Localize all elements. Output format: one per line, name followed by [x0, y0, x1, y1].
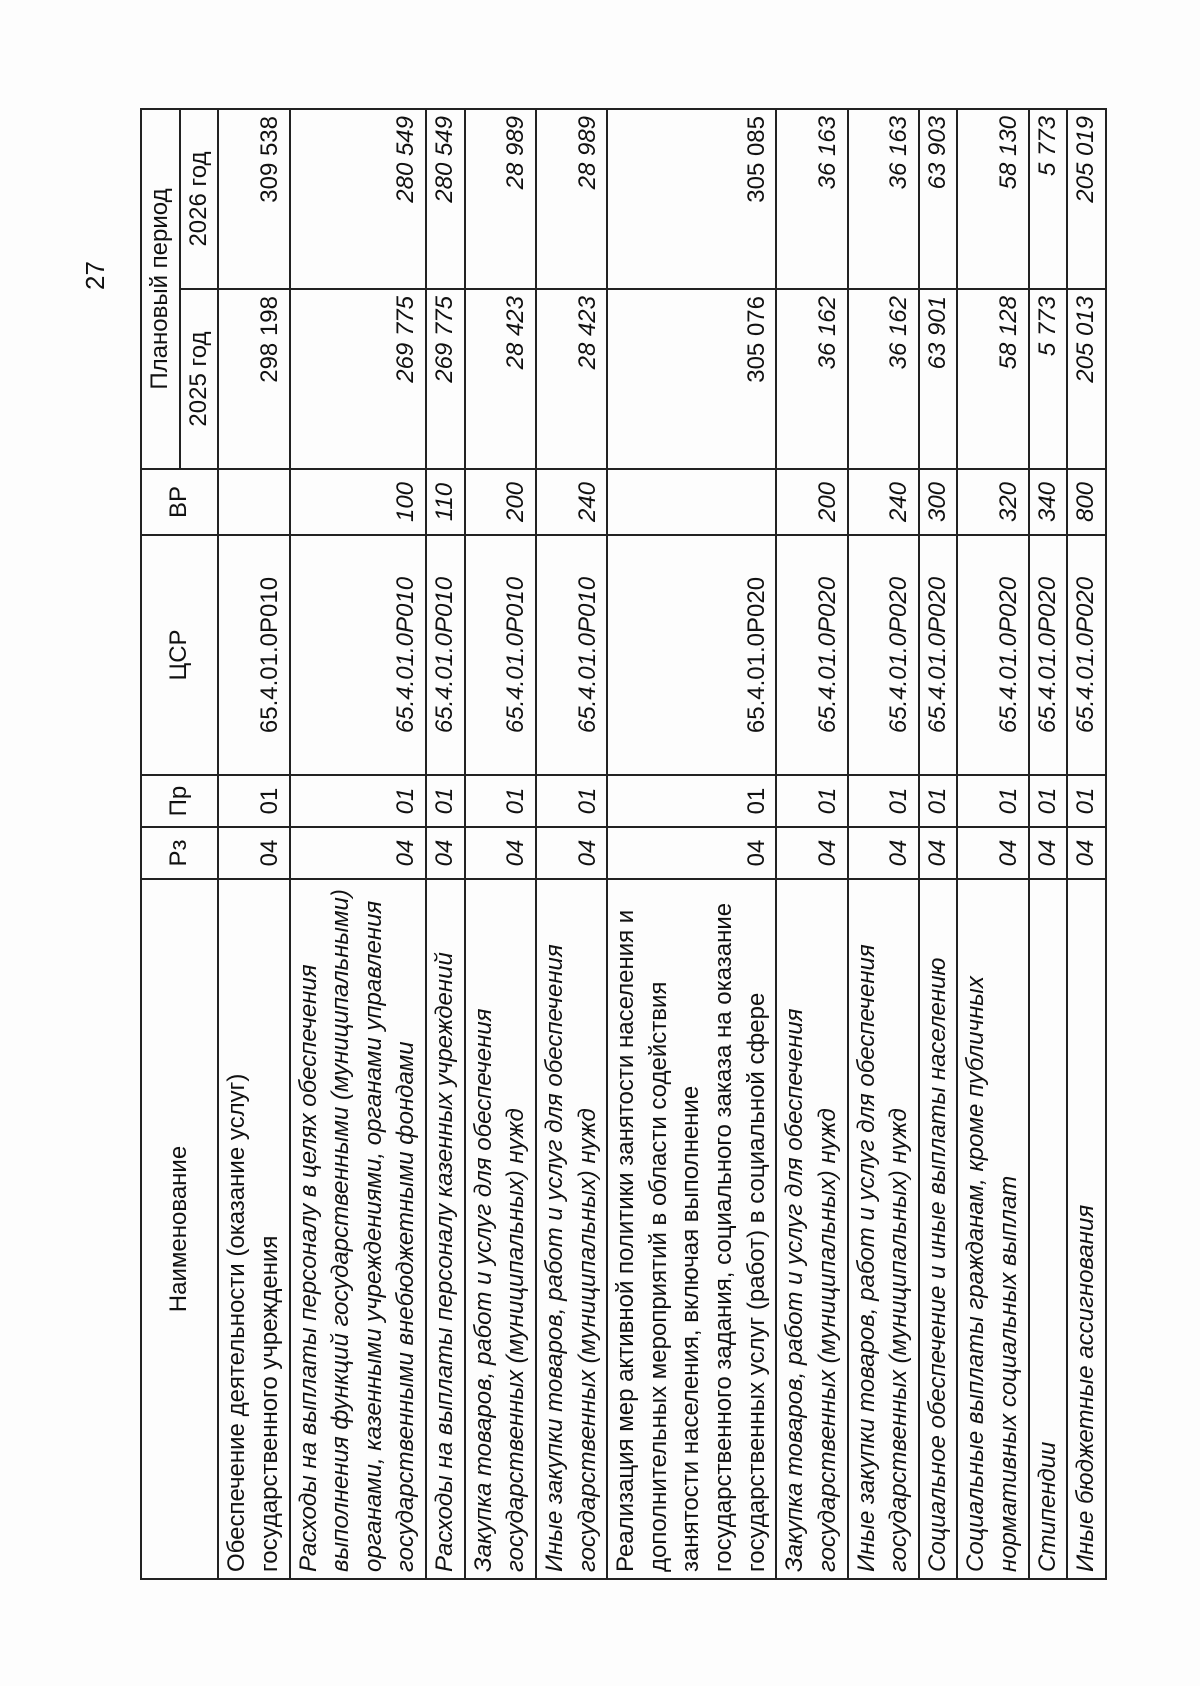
- row-value-2026: 28 989: [536, 109, 607, 289]
- header-year-2025: 2025 год: [180, 289, 219, 469]
- row-value-2026: 36 163: [776, 109, 847, 289]
- table-row: [290, 109, 427, 1579]
- table-row: [465, 109, 536, 1579]
- row-pr: 01: [776, 775, 847, 827]
- table-row: [848, 109, 919, 1579]
- row-pr: 01: [426, 775, 465, 827]
- page-number: [80, 250, 120, 330]
- table-row: [919, 109, 958, 1579]
- header-csr: ЦСР: [141, 535, 218, 775]
- row-name: Реализация мер активной политики занятости населения и дополнительных мероприятий в области содействия занятости населения, включая выполнение государственного задания, социального заказа на оказание государственных услуг (работ) в социальной сфере: [607, 879, 776, 1579]
- row-csr: 65.4.01.0Р020: [957, 535, 1028, 775]
- table-row: [1029, 109, 1068, 1579]
- row-value-2025: 269 775: [290, 289, 427, 469]
- row-vr: [218, 469, 289, 535]
- row-rz: 04: [607, 827, 776, 879]
- row-rz: 04: [1067, 827, 1106, 879]
- row-pr: 01: [957, 775, 1028, 827]
- row-name: Расходы на выплаты персоналу казенных учреждений: [426, 879, 465, 1579]
- row-csr: 65.4.01.0Р010: [218, 535, 289, 775]
- row-csr: 65.4.01.0Р020: [776, 535, 847, 775]
- row-vr: 340: [1029, 469, 1068, 535]
- header-year-2026: 2026 год: [180, 109, 219, 289]
- row-rz: 04: [848, 827, 919, 879]
- table-body: [218, 109, 1106, 1579]
- header-planning-period: Плановый период: [141, 109, 180, 469]
- row-value-2026: 63 903: [919, 109, 958, 289]
- row-name: Социальные выплаты гражданам, кроме публичных нормативных социальных выплат: [957, 879, 1028, 1579]
- row-value-2026: 205 019: [1067, 109, 1106, 289]
- row-rz: 04: [465, 827, 536, 879]
- row-value-2025: 58 128: [957, 289, 1028, 469]
- row-value-2026: 309 538: [218, 109, 289, 289]
- row-name: Стипендии: [1029, 879, 1068, 1579]
- row-vr: 200: [776, 469, 847, 535]
- row-value-2025: 28 423: [536, 289, 607, 469]
- table-row: [426, 109, 465, 1579]
- table-row: [776, 109, 847, 1579]
- row-vr: 320: [957, 469, 1028, 535]
- row-csr: 65.4.01.0Р010: [465, 535, 536, 775]
- row-name: Иные закупки товаров, работ и услуг для обеспечения государственных (муниципальных) нужд: [848, 879, 919, 1579]
- budget-table: [140, 108, 1107, 1580]
- row-name: Обеспечение деятельности (оказание услуг) государственного учреждения: [218, 879, 289, 1579]
- row-pr: 01: [607, 775, 776, 827]
- row-vr: 110: [426, 469, 465, 535]
- table-row: [218, 109, 289, 1579]
- table-row: [957, 109, 1028, 1579]
- row-name: Закупка товаров, работ и услуг для обеспечения государственных (муниципальных) нужд: [776, 879, 847, 1579]
- row-rz: 04: [919, 827, 958, 879]
- header-vr: ВР: [141, 469, 218, 535]
- row-name: Расходы на выплаты персоналу в целях обеспечения выполнения функций государственными (муниципальными) органами, казенными учреждениями, органами управления государственными внебюджетными фондами: [290, 879, 427, 1579]
- table-row: [607, 109, 776, 1579]
- row-vr: 200: [465, 469, 536, 535]
- row-csr: 65.4.01.0Р020: [848, 535, 919, 775]
- row-value-2026: 28 989: [465, 109, 536, 289]
- row-value-2025: 305 076: [607, 289, 776, 469]
- row-csr: 65.4.01.0Р010: [426, 535, 465, 775]
- row-csr: 65.4.01.0Р020: [1067, 535, 1106, 775]
- row-vr: 800: [1067, 469, 1106, 535]
- row-value-2025: 269 775: [426, 289, 465, 469]
- row-csr: 65.4.01.0Р010: [290, 535, 427, 775]
- row-value-2026: 36 163: [848, 109, 919, 289]
- table-row: [1067, 109, 1106, 1579]
- row-rz: 04: [290, 827, 427, 879]
- row-value-2025: 63 901: [919, 289, 958, 469]
- header-rz: Рз: [141, 827, 218, 879]
- row-pr: 01: [536, 775, 607, 827]
- row-value-2025: 28 423: [465, 289, 536, 469]
- row-rz: 04: [218, 827, 289, 879]
- budget-table-rotated: [140, 110, 1100, 1580]
- row-value-2025: 5 773: [1029, 289, 1068, 469]
- table-row: [536, 109, 607, 1579]
- row-value-2025: 36 162: [776, 289, 847, 469]
- row-pr: 01: [1029, 775, 1068, 827]
- row-pr: 01: [465, 775, 536, 827]
- row-pr: 01: [848, 775, 919, 827]
- header-name: Наименование: [141, 879, 218, 1579]
- row-vr: 300: [919, 469, 958, 535]
- row-value-2026: 280 549: [290, 109, 427, 289]
- page-number-text: 27: [80, 261, 110, 290]
- row-value-2025: 205 013: [1067, 289, 1106, 469]
- row-name: Иные закупки товаров, работ и услуг для обеспечения государственных (муниципальных) нужд: [536, 879, 607, 1579]
- row-vr: [607, 469, 776, 535]
- row-name: Иные бюджетные ассигнования: [1067, 879, 1106, 1579]
- row-value-2025: 298 198: [218, 289, 289, 469]
- row-vr: 100: [290, 469, 427, 535]
- row-vr: 240: [536, 469, 607, 535]
- row-csr: 65.4.01.0Р010: [536, 535, 607, 775]
- row-value-2026: 5 773: [1029, 109, 1068, 289]
- row-pr: 01: [919, 775, 958, 827]
- row-rz: 04: [536, 827, 607, 879]
- row-pr: 01: [290, 775, 427, 827]
- row-value-2026: 280 549: [426, 109, 465, 289]
- header-pr: Пр: [141, 775, 218, 827]
- row-csr: 65.4.01.0Р020: [1029, 535, 1068, 775]
- table-header: [141, 109, 218, 1579]
- row-csr: 65.4.01.0Р020: [607, 535, 776, 775]
- row-name: Закупка товаров, работ и услуг для обеспечения государственных (муниципальных) нужд: [465, 879, 536, 1579]
- row-name: Социальное обеспечение и иные выплаты населению: [919, 879, 958, 1579]
- row-rz: 04: [426, 827, 465, 879]
- row-rz: 04: [957, 827, 1028, 879]
- row-rz: 04: [1029, 827, 1068, 879]
- row-value-2026: 305 085: [607, 109, 776, 289]
- row-rz: 04: [776, 827, 847, 879]
- row-pr: 01: [218, 775, 289, 827]
- row-csr: 65.4.01.0Р020: [919, 535, 958, 775]
- row-value-2025: 36 162: [848, 289, 919, 469]
- row-vr: 240: [848, 469, 919, 535]
- row-pr: 01: [1067, 775, 1106, 827]
- row-value-2026: 58 130: [957, 109, 1028, 289]
